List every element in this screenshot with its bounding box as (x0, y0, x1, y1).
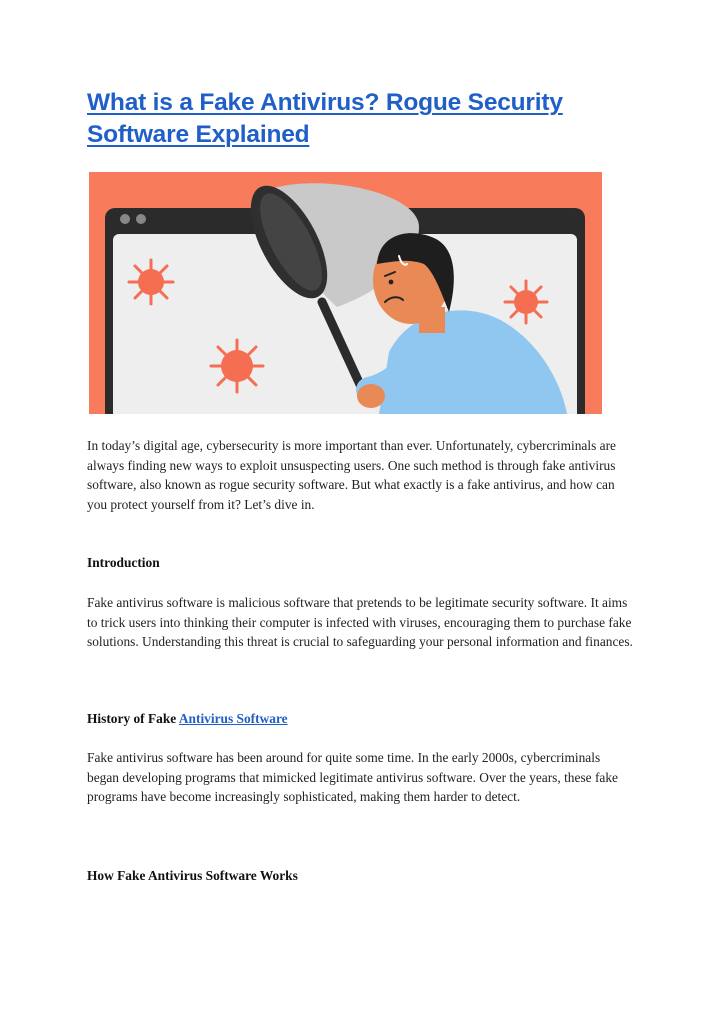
person-hand (357, 384, 385, 408)
virus-icon (505, 281, 547, 323)
person-with-net-catching-viruses-illustration (89, 172, 602, 414)
article-title (87, 87, 635, 151)
section-body-history: Fake antivirus software has been around for quite some time. In the early 2000s, cybercriminals began developing programs that mimicked legitimate antivirus software. Over the years, these fake programs have become increasingly sophisticated, making them harder to detect. (87, 750, 618, 804)
article-title-link[interactable]: What is a Fake Antivirus? Rogue Security Software Explained (87, 89, 563, 148)
antivirus-software-link[interactable]: Antivirus Software (178, 711, 288, 726)
section-heading-introduction: Introduction (87, 555, 160, 570)
virus-icon (211, 340, 263, 392)
hero-illustration (89, 172, 602, 414)
section-heading-how-it-works: How Fake Antivirus Software Works (87, 868, 298, 883)
browser-dot-icon (136, 214, 146, 224)
intro-paragraph: In today’s digital age, cybersecurity is more important than ever. Unfortunately, cybercriminals are always finding new ways to exploit unsuspecting users. One such method is through fake antivirus software, also known as rogue security software. But what exactly is a fake antivirus, and how can you protect yourself from it? Let’s dive in. (87, 438, 616, 512)
section-heading-history-text: History of Fake (87, 711, 179, 726)
browser-dot-icon (120, 214, 130, 224)
virus-icon (129, 260, 173, 304)
section-heading-history (87, 709, 288, 728)
section-body-introduction: Fake antivirus software is malicious software that pretends to be legitimate security software. It aims to trick users into thinking their computer is infected with viruses, encouraging them to purchase fake solutions. Understanding this threat is crucial to safeguarding your personal information and finances. (87, 595, 633, 649)
